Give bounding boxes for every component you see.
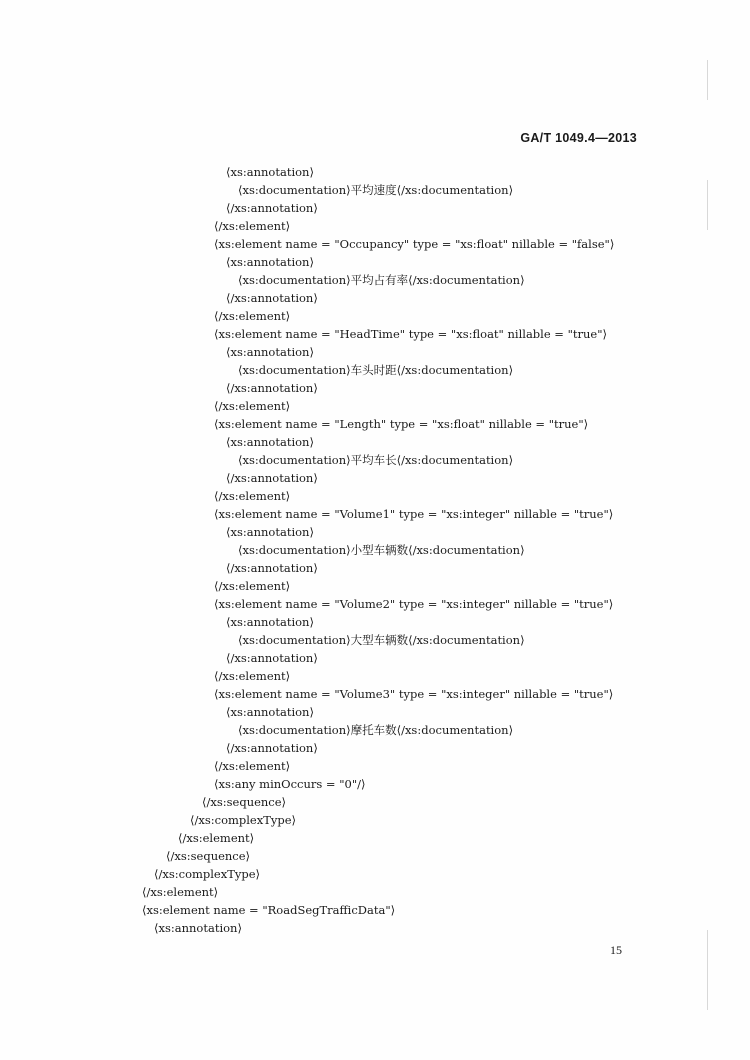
code-line: ⟨/xs:annotation⟩: [226, 291, 318, 305]
code-line: ⟨xs:documentation⟩小型车辆数⟨/xs:documentation⟩: [238, 543, 525, 557]
code-line: ⟨/xs:complexType⟩: [190, 813, 297, 827]
code-line: ⟨xs:element name = "Volume2" type = "xs:integer" nillable = "true"⟩: [214, 597, 614, 611]
code-line: ⟨xs:documentation⟩平均速度⟨/xs:documentation⟩: [238, 183, 514, 197]
code-line: ⟨/xs:element⟩: [214, 489, 291, 503]
code-line: ⟨/xs:sequence⟩: [202, 795, 287, 809]
code-line: ⟨xs:element name = "RoadSegTrafficData"⟩: [142, 903, 396, 917]
code-line: ⟨/xs:annotation⟩: [226, 381, 318, 395]
code-line: ⟨xs:annotation⟩: [154, 921, 242, 935]
code-line: ⟨xs:annotation⟩: [226, 615, 314, 629]
code-line: ⟨/xs:annotation⟩: [226, 651, 318, 665]
code-line: ⟨/xs:element⟩: [214, 219, 291, 233]
code-line: ⟨xs:documentation⟩平均占有率⟨/xs:documentation⟩: [238, 273, 525, 287]
scan-edge-mark: [707, 180, 708, 230]
code-line: ⟨/xs:annotation⟩: [226, 201, 318, 215]
code-line: ⟨xs:documentation⟩大型车辆数⟨/xs:documentation⟩: [238, 633, 525, 647]
code-line: ⟨/xs:annotation⟩: [226, 741, 318, 755]
code-line: ⟨/xs:element⟩: [178, 831, 255, 845]
code-line: ⟨xs:element name = "Occupancy" type = "xs:float" nillable = "false"⟩: [214, 237, 615, 251]
code-line: ⟨xs:annotation⟩: [226, 345, 314, 359]
code-line: ⟨xs:annotation⟩: [226, 525, 314, 539]
code-line: ⟨/xs:element⟩: [214, 669, 291, 683]
code-line: ⟨/xs:element⟩: [214, 579, 291, 593]
code-line: ⟨/xs:element⟩: [142, 885, 219, 899]
code-line: ⟨/xs:annotation⟩: [226, 561, 318, 575]
code-line: ⟨/xs:element⟩: [214, 309, 291, 323]
code-line: ⟨xs:annotation⟩: [226, 705, 314, 719]
code-line: ⟨xs:element name = "Volume3" type = "xs:integer" nillable = "true"⟩: [214, 687, 614, 701]
code-line: ⟨xs:annotation⟩: [226, 165, 314, 179]
code-line: ⟨xs:element name = "Length" type = "xs:float" nillable = "true"⟩: [214, 417, 589, 431]
code-line: ⟨/xs:complexType⟩: [154, 867, 261, 881]
code-line: ⟨/xs:element⟩: [214, 399, 291, 413]
code-line: ⟨/xs:sequence⟩: [166, 849, 251, 863]
code-line: ⟨xs:element name = "Volume1" type = "xs:integer" nillable = "true"⟩: [214, 507, 614, 521]
scan-edge-mark: [707, 930, 708, 1010]
scan-edge-mark: [707, 60, 708, 100]
code-line: ⟨xs:annotation⟩: [226, 435, 314, 449]
code-line: ⟨xs:documentation⟩平均车长⟨/xs:documentation⟩: [238, 453, 514, 467]
code-line: ⟨xs:documentation⟩车头时距⟨/xs:documentation⟩: [238, 363, 514, 377]
code-line: ⟨xs:any minOccurs = "0"/⟩: [214, 777, 366, 791]
code-line: ⟨xs:element name = "HeadTime" type = "xs:float" nillable = "true"⟩: [214, 327, 607, 341]
standard-number-header: GA/T 1049.4—2013: [520, 131, 637, 145]
code-line: ⟨xs:annotation⟩: [226, 255, 314, 269]
code-line: ⟨/xs:annotation⟩: [226, 471, 318, 485]
code-line: ⟨/xs:element⟩: [214, 759, 291, 773]
page-number: 15: [610, 943, 622, 957]
code-line: ⟨xs:documentation⟩摩托车数⟨/xs:documentation⟩: [238, 723, 514, 737]
